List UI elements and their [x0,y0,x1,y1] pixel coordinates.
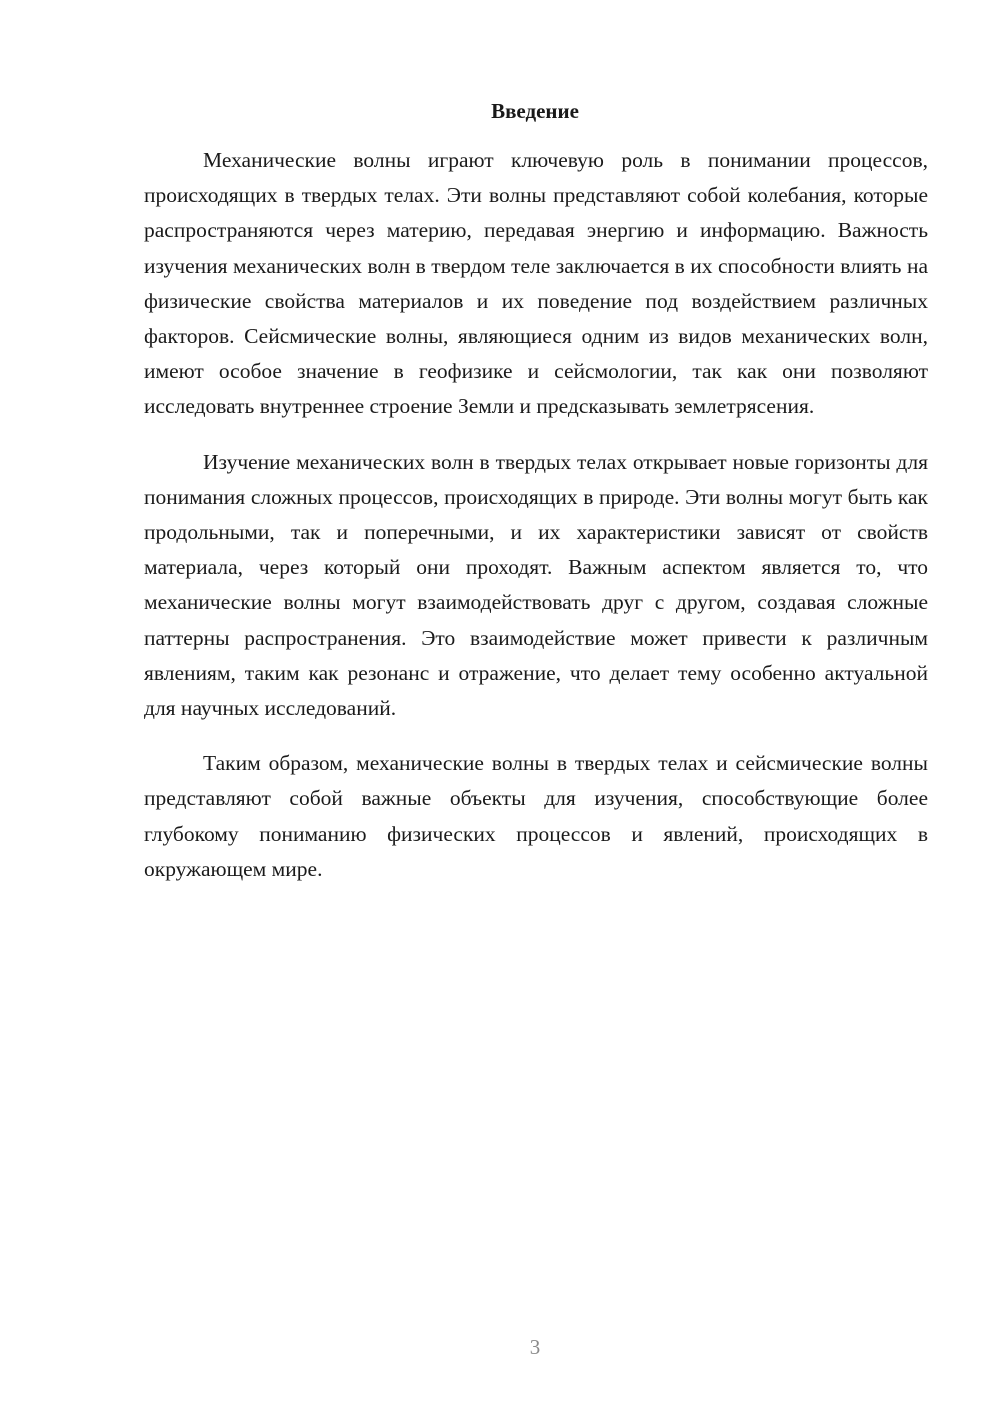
paragraph: Изучение механических волн в твердых телах открывает новые горизонты для понимания сложных процессов, происходящих в природе. Эти волны могут быть как продольными, так и поперечными, и их характеристики зависят от свойств материала, через который они проходят. Важным аспектом является то, что механические волны могут взаимодействовать друг с другом, создавая сложные паттерны распространения. Это взаимодействие может привести к различным явлениям, таким как резонанс и отражение, что делает тему особенно актуальной для научных исследований. [144,449,928,721]
section-title: Введение [491,99,579,123]
paragraph: Механические волны играют ключевую роль в понимании процессов, происходящих в твердых телах. Эти волны представляют собой колебания, которые распространяются через материю, передавая энергию и информацию. Важность изучения механических волн в твердом теле заключается в их способности влиять на физические свойства материалов и их поведение под воздействием различных факторов. Сейсмические волны, являющиеся одним из видов механических волн, имеют особое значение в геофизике и сейсмологии, так как они позволяют исследовать внутреннее строение Земли и предсказывать землетрясения. [144,148,928,419]
paragraph: Таким образом, механические волны в твердых телах и сейсмические волны представляют собой важные объекты для изучения, способствующие более глубокому пониманию физических процессов и явлений, происходящих в окружающем мире. [144,751,928,881]
page-number: 3 [529,1335,541,1359]
body-text [144,143,928,907]
